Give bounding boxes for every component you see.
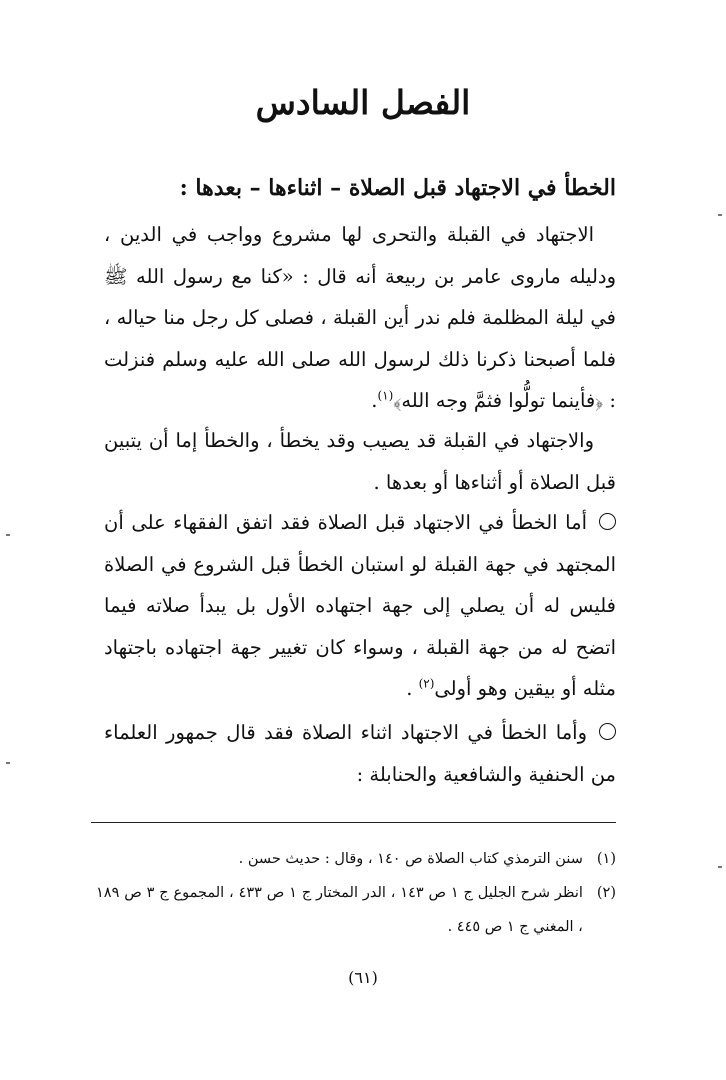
paragraph-text: والاجتهاد في القبلة قد يصيب وقد يخطأ ، والخطأ إما أن يتبين قبل الصلاة أو أثناءها أو بعدها . [104,429,616,494]
footnote-item [96,842,616,876]
paragraph-during-prayer [104,712,616,795]
paragraph-text: أما الخطأ في الاجتهاد قبل الصلاة فقد اتفق الفقهاء على أن المجتهد في جهة القبلة لو استبان الخطأ قبل الشروع في الصلاة فليس له أن يصلي إلى جهة اجتهاده الأول بل يبدأ صلاته فيما اتضح له من جهة القبلة ، وسواء كان تغيير جهة اجتهاده باجتهاد مثله أو بيقين وهو أولى [104,511,616,700]
footnote-number: (١) [596,851,616,867]
margin-mark [718,214,722,216]
paragraph-evidence [104,214,616,422]
circle-bullet-icon [599,723,616,740]
paragraph-text: الاجتهاد في القبلة والتحرى لها مشروع وواجب في الدين ، ودليله ماروى عامر بن ربيعة أنه قال : «كنا مع رسول الله ﷺ في ليلة المظلمة فلم ندر أين القبلة ، فصلى كل رجل منا حياله ، فلما أصبحنا ذكرنا ذلك لرسول الله صلى الله عليه وسلم فنزلت : ﴿فأينما تولُّوا فثمَّ وجه الله﴾ [104,223,616,412]
footnote-number: (٢) [596,885,616,901]
paragraph-text: وأما الخطأ في الاجتهاد اثناء الصلاة فقد قال جمهور العلماء من الحنفية والشافعية والحنابلة : [104,721,616,786]
section-heading: الخطأ في الاجتهاد قبل الصلاة – اثناءها – بعدها : [179,175,616,201]
paragraph-ijtihad [104,420,616,503]
paragraph-end: . [406,677,419,700]
chapter-title: الفصل السادس [255,83,471,122]
paragraph-end: . [371,389,378,412]
page-number: (٦١) [348,968,378,987]
footnote-text: انظر شرح الجليل ج ١ ص ١٤٣ ، الدر المختار ج ١ ص ٤٣٣ ، المجموع ج ٣ ص ١٨٩ ، المغني ج ١ ص ٤٤٥ . [96,885,583,935]
circle-bullet-icon [599,513,616,530]
margin-mark [6,534,10,536]
margin-mark [6,762,10,764]
margin-mark [718,866,722,868]
footnote-item [96,876,616,944]
footnote-reference: (١) [377,388,394,403]
footnotes [96,842,616,944]
footnote-divider [91,822,616,823]
footnote-text: سنن الترمذي كتاب الصلاة ص ١٤٠ ، وقال : حديث حسن . [238,851,583,867]
footnote-reference: (٢) [418,676,435,691]
paragraph-before-prayer [104,502,616,710]
